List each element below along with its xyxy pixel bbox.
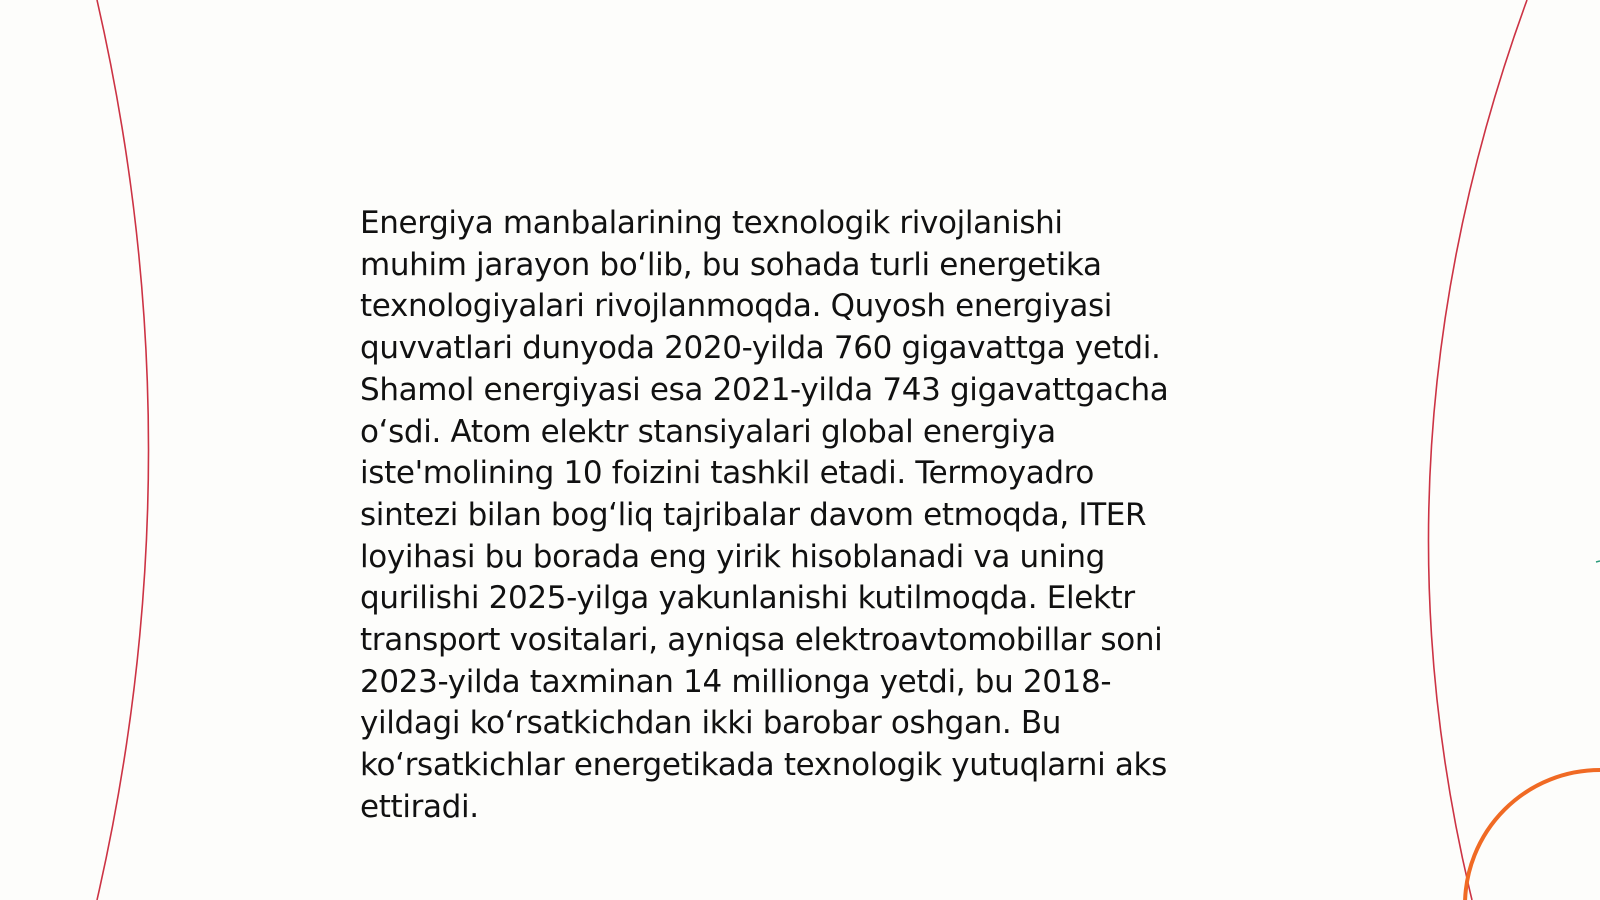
right-curve-line [1428,0,1527,900]
orange-arc [1465,770,1600,900]
body-paragraph: Energiya manbalarining texnologik rivojlanishi muhim jarayon bo‘lib, bu sohada turli energetika texnologiyalari rivojlanmoqda. Quyosh energiyasi quvvatlari dunyoda 2020-yilda 760 gigavattga yetdi. Shamol energiyasi esa 2021-yilda 743 gigavattgacha o‘sdi. Atom elektr stansiyalari global energiya iste'molining 10 foizini tashkil etadi. Termoyadro sintezi bilan bog‘liq tajribalar davom etmoqda, ITER loyihasi bu borada eng yirik hisoblanadi va uning qurilishi 2025-yilga yakunlanishi kutilmoqda. Elektr transport vositalari, ayniqsa elektroavtomobillar soni 2023-yilda taxminan 14 millionga yetdi, bu 2018- yildagi ko‘rsatkichdan ikki barobar oshgan. Bu ko‘rsatkichlar energetikada texnologik yutuqlarni aks ettiradi. [360,205,1169,825]
small-teal-tick [1596,561,1600,562]
left-curve-line [97,0,149,900]
